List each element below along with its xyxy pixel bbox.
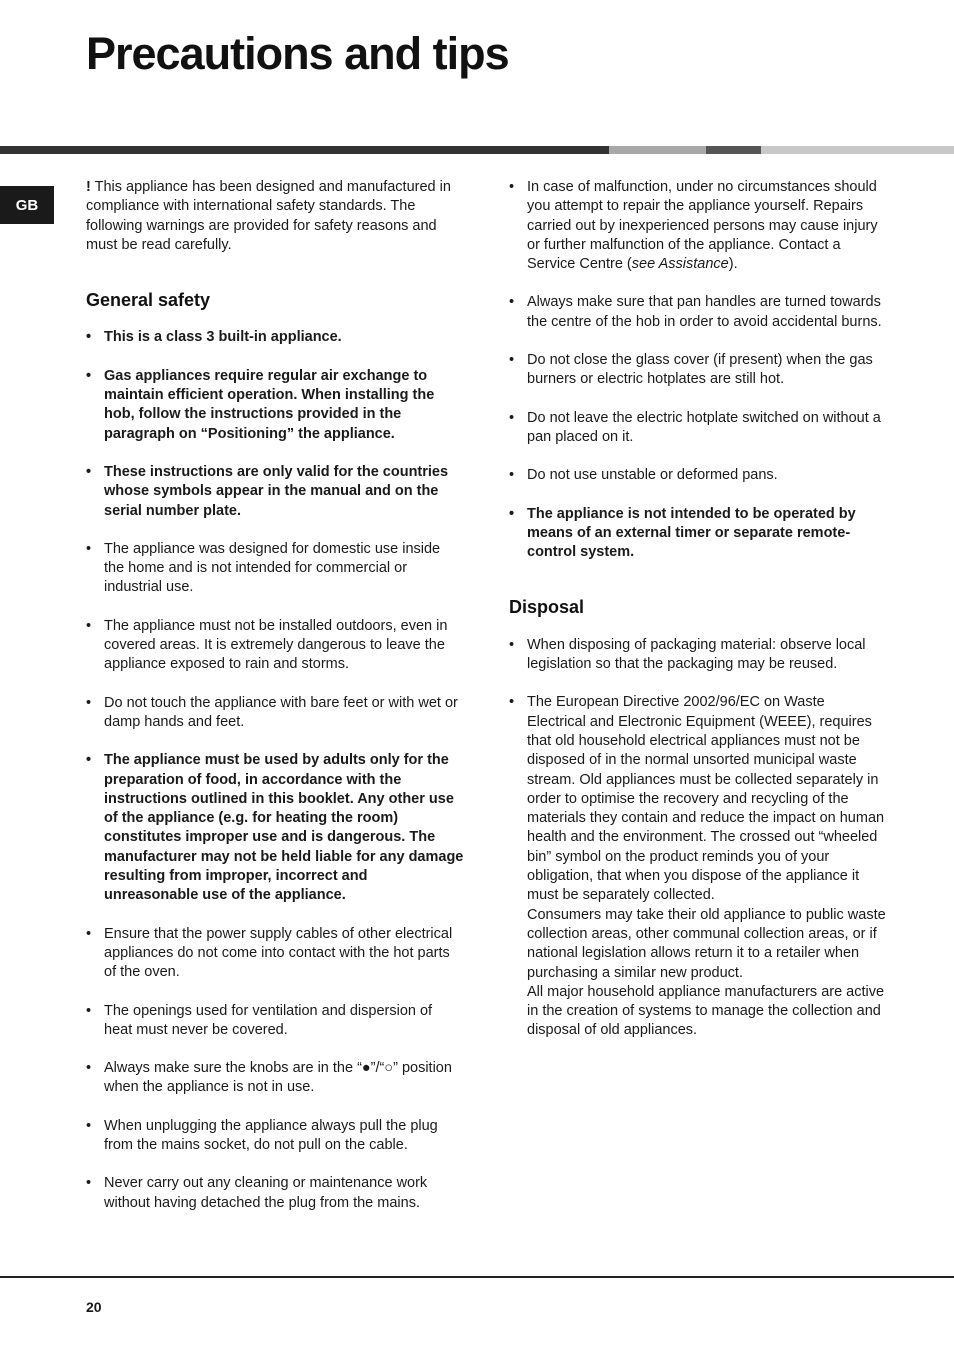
page-number: 20: [86, 1299, 102, 1315]
list-item: [86, 1117, 464, 1156]
list-item: [509, 351, 887, 390]
header-rule-mid: [706, 146, 761, 154]
bullet-icon: •: [509, 409, 515, 426]
bullet-icon: •: [509, 352, 515, 369]
assistance-reference: see Assistance: [631, 256, 729, 273]
footer-rule: [0, 1276, 954, 1278]
bullet-icon: •: [86, 463, 92, 480]
header-rule-pale: [761, 146, 954, 154]
list-item-text: Never carry out any cleaning or maintenance work without having detached the plug from the mains.: [104, 1175, 428, 1211]
bullet-icon: •: [509, 694, 515, 711]
list-item-text: Do not leave the electric hotplate switched on without a pan placed on it.: [527, 409, 881, 445]
bullet-icon: •: [86, 1002, 92, 1019]
list-item-text: Do not close the glass cover (if present) when the gas burners or electric hotplates are still hot.: [527, 352, 873, 388]
safety-list-continued: [509, 178, 887, 274]
intro-text: This appliance has been designed and manufactured in compliance with international safety standards. The following warnings are provided for safety reasons and must be read carefully.: [86, 179, 451, 253]
list-item: [86, 1002, 464, 1041]
list-item: [509, 409, 887, 448]
language-tab: GB: [0, 186, 54, 224]
general-safety-list: [86, 328, 464, 1212]
list-item: [509, 178, 887, 274]
bullet-icon: •: [509, 636, 515, 653]
bullet-icon: •: [509, 467, 515, 484]
bullet-icon: •: [509, 505, 515, 522]
bullet-icon: •: [86, 329, 92, 346]
list-item-text: These instructions are only valid for the countries whose symbols appear in the manual and on the serial number plate.: [104, 463, 449, 519]
list-item: [86, 1174, 464, 1213]
list-item: [509, 293, 887, 332]
list-item: [509, 505, 887, 563]
list-item: [86, 328, 464, 347]
bullet-icon: •: [86, 752, 92, 769]
list-item-text: This is a class 3 built-in appliance.: [104, 329, 342, 346]
intro-paragraph: [86, 178, 464, 255]
list-item: [86, 694, 464, 733]
left-column: [86, 178, 464, 1232]
general-safety-heading: General safety: [86, 290, 211, 311]
list-item-text: Always make sure the knobs are in the “●”/“○” position when the appliance is not in use.: [104, 1060, 452, 1096]
bullet-icon: •: [86, 694, 92, 711]
list-item: [86, 367, 464, 444]
list-item: [509, 466, 887, 485]
list-item-text: The appliance must not be installed outdoors, even in covered areas. It is extremely dangerous to leave the appliance exposed to rain and storms.: [104, 617, 448, 673]
bullet-icon: •: [86, 540, 92, 557]
list-item: [86, 463, 464, 521]
list-item: [86, 751, 464, 905]
disposal-list: [509, 636, 887, 1041]
list-item-text: The openings used for ventilation and dispersion of heat must never be covered.: [104, 1002, 433, 1038]
packaging-text: When disposing of packaging material: observe local legislation so that the packaging may be reused.: [527, 636, 866, 673]
list-item-text: Ensure that the power supply cables of other electrical appliances do not come into contact with the hot parts of the oven.: [104, 925, 453, 981]
bullet-icon: •: [86, 1060, 92, 1077]
header-rule-dark: [0, 146, 609, 154]
bullet-icon: •: [86, 1117, 92, 1134]
bullet-icon: •: [86, 617, 92, 634]
list-item-text: The appliance must be used by adults only for the preparation of food, in accordance with the instructions outlined in this booklet. Any other use of the appliance (e.g. for heating the room) constitutes improper use and is dangerous. The manufacturer may not be held liable for any damage resulting from improper, incorrect and unreasonable use of the appliance.: [104, 752, 464, 904]
bullet-icon: •: [86, 925, 92, 942]
list-item-text: The appliance was designed for domestic use inside the home and is not intended for commercial or industrial use.: [104, 540, 441, 596]
list-item-text: Do not touch the appliance with bare feet or with wet or damp hands and feet.: [104, 694, 458, 730]
list-item-text: Always make sure that pan handles are turned towards the centre of the hob in order to avoid accidental burns.: [527, 294, 882, 330]
list-item: [509, 636, 887, 675]
warning-mark: !: [86, 179, 91, 195]
manufacturers-text: All major household appliance manufacturers are active in the creation of systems to manage the collection and disposal of old appliances.: [527, 983, 885, 1039]
bullet-icon: •: [86, 367, 92, 384]
weee-text: The European Directive 2002/96/EC on Waste Electrical and Electronic Equipment (WEEE), requires that old household electrical appliances must not be disposed of in the normal unsorted municipal waste stream. Old appliances must be collected separately in order to optimise the recovery and recycling of the materials they contain and reduce the impact on human health and the environment. The crossed out “wheeled bin” symbol on the product reminds you of your obligation, that when you dispose of the appliance it must be separately collected.: [527, 694, 885, 904]
header-rule-light: [609, 146, 706, 154]
list-item: [86, 1059, 464, 1098]
page-title: Precautions and tips: [86, 28, 509, 79]
bullet-icon: •: [509, 294, 515, 311]
list-item: [509, 693, 887, 1040]
list-item: [86, 617, 464, 675]
list-item: [86, 540, 464, 598]
safety-list-right: [509, 293, 887, 562]
malfunction-text: In case of malfunction, under no circumstances should you attempt to repair the appliance yourself. Repairs carried out by inexperienced persons may cause injury or further malfunction of the appliance. Contact a Service Centre (: [527, 179, 878, 273]
disposal-heading: Disposal: [509, 597, 585, 618]
bullet-icon: •: [509, 179, 515, 195]
bullet-icon: •: [86, 1175, 92, 1192]
right-column: [509, 178, 887, 1060]
list-item: [86, 925, 464, 983]
consumers-text: Consumers may take their old appliance to public waste collection areas, other communal collection areas, or if national legislation allows return it to a retailer when purchasing a similar new product.: [527, 906, 886, 981]
list-item-text: Do not use unstable or deformed pans.: [527, 467, 778, 484]
list-item-text: Gas appliances require regular air exchange to maintain efficient operation. When installing the hob, follow the instructions provided in the paragraph on “Positioning” the appliance.: [104, 367, 435, 442]
list-item-text: The appliance is not intended to be operated by means of an external timer or separate remote-control system.: [527, 505, 856, 561]
malfunction-end: ).: [728, 256, 738, 273]
list-item-text: When unplugging the appliance always pull the plug from the mains socket, do not pull on the cable.: [104, 1117, 438, 1153]
